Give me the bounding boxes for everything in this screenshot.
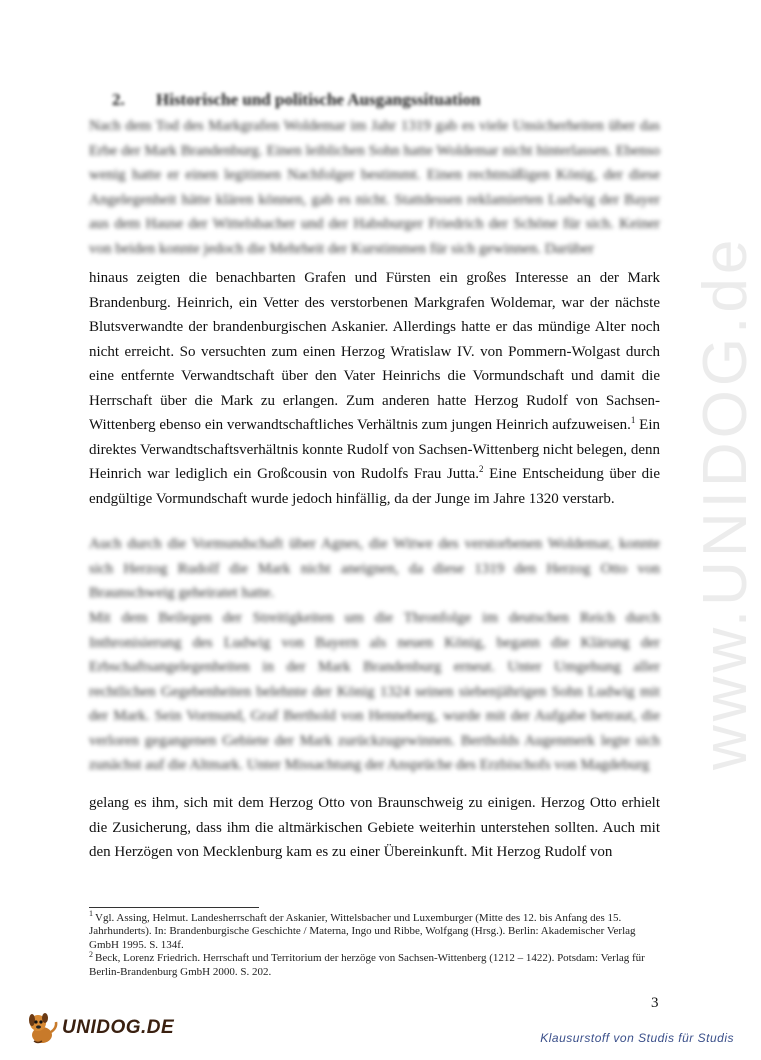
footnote-2-mark: 2: [89, 949, 93, 959]
dog-icon: [24, 1010, 60, 1046]
paragraph-1-text-c: Eine Entscheidung über die endgültige Vormundschaft wurde jedoch hinfällig, da der Junge im Jahre 1320 verstarb.: [89, 466, 660, 507]
paragraph-1: [89, 266, 660, 511]
paragraph-2: gelang es ihm, sich mit dem Herzog Otto von Braunschweig zu einigen. Herzog Otto erhielt die Zusicherung, dass ihm die altmärkischen Gebiete weiterhin unterstehen sollten. Auch mit den Herzögen von Mecklenburg kam es zu einer Übereinkunft. Mit Herzog Rudolf von: [89, 795, 660, 860]
paragraph-1-text-a: hinaus zeigten die benachbarten Grafen und Fürsten ein großes Interesse an der Mark Brandenburg. Heinrich, ein Vetter des verstorbenen Markgrafen Woldemar, war der nächste Blutsverwandte der brandenburgischen Askanier. Allerdings hatte er das mündige Alter noch nicht erreicht. So versuchten zum einen Herzog Wratislaw IV. von Pommern-Wolgast durch eine entfernte Verwandtschaft über den Vater Heinrichs die Vormundschaft und damit die Herrschaft über die Mark zu erlangen. Zum anderen hatte Herzog Rudolf von Sachsen-Wittenberg ebenso ein verwandtschaftliches Verhältnis zum jungen Heinrich aufzuweisen.: [89, 270, 660, 433]
footnote-divider: [89, 907, 259, 908]
unidog-logo[interactable]: [24, 1010, 174, 1046]
blurred-intro-paragraph: Nach dem Tod des Markgrafen Woldemar im Jahr 1319 gab es viele Unsicherheiten über das Erbe der Mark Brandenburg. Einen leiblichen Sohn hatte Woldemar nicht hinterlassen. Ebenso wenig hatte er einen legitimen Nachfolger bestimmt. Einen rechtmäßigen König, der diese Angelegenheit hätte klären können, gab es nicht. Stattdessen reklamierten Ludwig der Bayer aus dem Hause der Wittelsbacher und der Habsburger Friedrich der Schöne für sich. Keiner von beiden konnte jedoch die Mehrheit der Kurstimmen für sich gewinnen. Darüber: [89, 118, 660, 257]
page-number: 3: [651, 995, 659, 1011]
footnote-1-text: Vgl. Assing, Helmut. Landesherrschaft der Askanier, Wittelsbacher und Luxemburger (Mitte des 12. bis Anfang des 15. Jahrhunderts). In: Brandenburgische Geschichte / Materna, Ingo und Ribbe, Wolfgang (Hrsg.). Berlin: Akademischer Verlag GmbH 1995. S. 134f.: [89, 912, 636, 951]
footnote-1: [89, 909, 660, 952]
footnote-1-mark: 1: [89, 909, 93, 919]
footnote-2-text: Beck, Lorenz Friedrich. Herrschaft und Territorium der herzöge von Sachsen-Wittenberg (1212 – 1422). Potsdam: Verlag für Berlin-Brandenburg GmbH 2000. S. 202.: [89, 952, 645, 978]
footnote-ref-1[interactable]: 1: [630, 415, 636, 425]
section-title: Historische und politische Ausgangssituation: [156, 90, 481, 109]
watermark-text: www.UNIDOG.de: [691, 235, 760, 770]
blurred-lower-paragraph: Mit dem Beilegen der Streitigkeiten um die Thronfolge im deutschen Reich durch Inthronisierung des Ludwig von Bayern als neuen König, begann die Klärung der Erbschaftsangelegenheiten in der Mark Brandenburg erneut. Unter Umgehung aller rechtlichen Gegebenheiten belehnte der König 1324 seinen siebenjährigen Sohn Ludwig mit der Mark. Sein Vormund, Graf Berthold von Henneberg, wurde mit der Aufgabe betraut, die verloren gegangenen Gebiete der Mark zurückzugewinnen. Bertholds Augenmerk legte sich zunächst auf die Altmark. Unter Missachtung der Ansprüche des Erzbischofs von Magdeburg: [89, 610, 660, 773]
footnote-ref-2[interactable]: 2: [479, 464, 484, 474]
footer-tagline: Klausurstoff von Studis für Studis: [540, 1031, 734, 1045]
footnote-2: [89, 949, 660, 979]
logo-text: UNIDOG.DE: [62, 1017, 175, 1038]
section-heading: [112, 90, 481, 110]
paragraph-1-text-b: Ein direktes Verwandtschaftsverhältnis konnte Rudolf von Sachsen-Wittenberg nicht belegen, denn Heinrich war lediglich ein Großcousin von Rudolfs Frau Jutta.: [89, 417, 660, 482]
blurred-middle-paragraph: Auch durch die Vormundschaft über Agnes, die Witwe des verstorbenen Woldemar, konnte sich Herzog Rudolf die Mark nicht aneignen, da diese 1319 den Herzog Otto von Braunschweig geheiratet hatte.: [89, 536, 660, 601]
section-number: 2.: [112, 90, 125, 109]
footnotes: [89, 909, 660, 979]
